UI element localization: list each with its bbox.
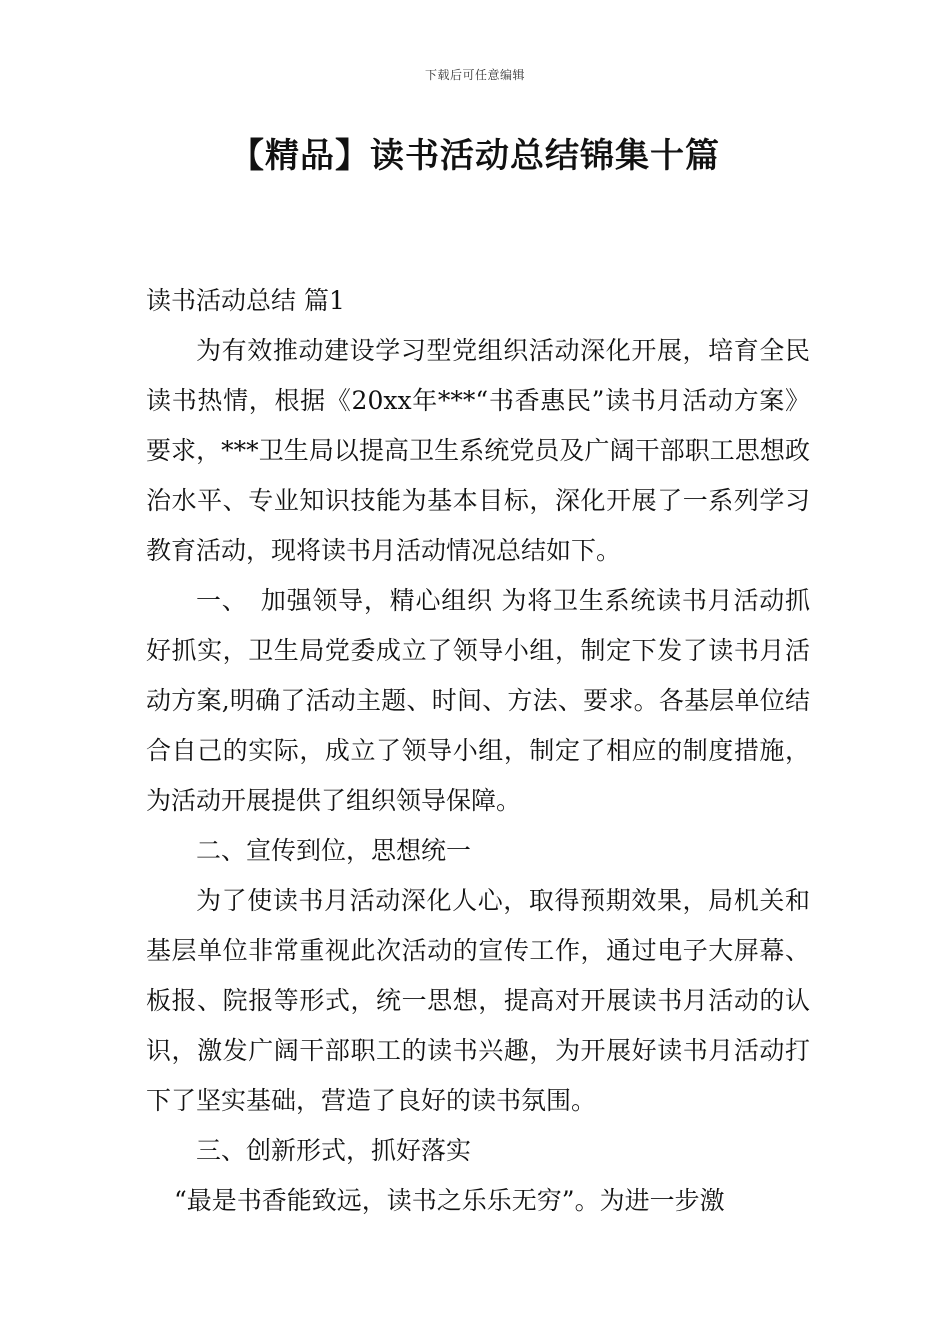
paragraph: “最是书香能致远，读书之乐乐无穷”。为进一步激 — [174, 1186, 725, 1215]
subheading: 二、宣传到位，思想统一 — [196, 836, 472, 865]
section-heading: 读书活动总结 篇1 — [146, 286, 345, 315]
header-note: 下载后可任意编辑 — [424, 68, 525, 82]
paragraph: 一、 加强领导，精心组织 为将卫生系统读书月活动抓好抓实，卫生局党委成立了领导小组，制定下发了读书月活动方案,明确了活动主题、时间、方法、要求。各基层单位结合自己的实际，成立了领导小组，制定了相应的制度措施，为活动开展提供了组织领导保障。 — [146, 586, 810, 815]
paragraph: 为了使读书月活动深化人心，取得预期效果，局机关和基层单位非常重视此次活动的宣传工作，通过电子大屏幕、板报、院报等形式，统一思想，提高对开展读书月活动的认识，激发广阔干部职工的读书兴趣，为开展好读书月活动打下了坚实基础，营造了良好的读书氛围。 — [146, 886, 810, 1115]
paragraph: 为有效推动建设学习型党组织活动深化开展，培育全民读书热情，根据《20xx年***“书香惠民”读书月活动方案》要求，***卫生局以提高卫生系统党员及广阔干部职工思想政治水平、专业知识技能为基本目标，深化开展了一系列学习教育活动，现将读书月活动情况总结如下。 — [146, 336, 810, 565]
document-title: 【精品】读书活动总结锦集十篇 — [230, 136, 720, 176]
subheading: 三、创新形式，抓好落实 — [196, 1136, 472, 1165]
document-body — [146, 276, 810, 1226]
